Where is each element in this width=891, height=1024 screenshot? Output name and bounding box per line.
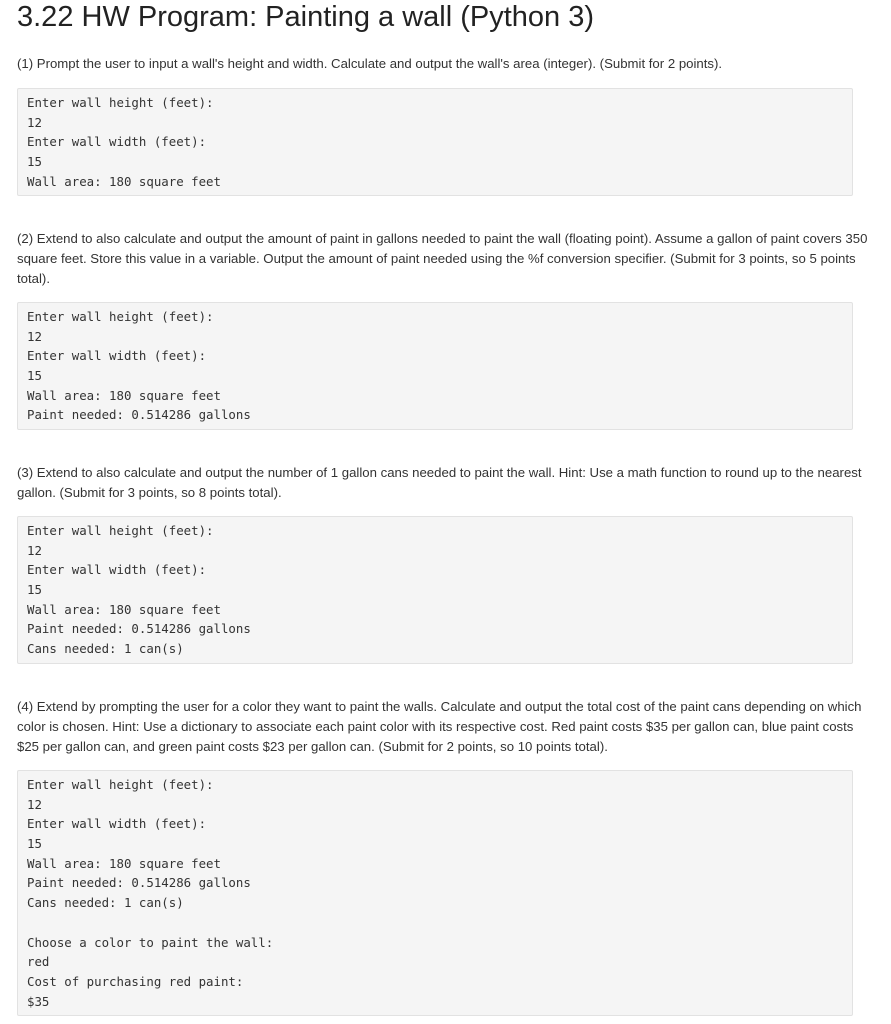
part-2-description: (2) Extend to also calculate and output the amount of paint in gallons needed to paint the wall (floating point). Assume a gallon of paint covers 350 square feet. Store this value in a variable. Output the amount of paint needed using the %f conversion specifier. (Submit for 3 points, so 5 points total). xyxy=(17,231,868,286)
code-line: Enter wall height (feet): xyxy=(27,95,214,110)
code-line: Cans needed: 1 can(s) xyxy=(27,641,184,657)
code-line: Cost of purchasing red paint: xyxy=(27,973,244,989)
code-line: 12 xyxy=(27,114,42,130)
code-line: Wall area: 180 square feet xyxy=(27,173,221,189)
part-2-sample-output xyxy=(17,302,853,430)
code-line: Enter wall height (feet): xyxy=(27,523,214,538)
code-line: 12 xyxy=(27,796,42,812)
page-title: 3.22 HW Program: Painting a wall (Python 3) xyxy=(17,1,595,33)
part-3-sample-output xyxy=(17,516,853,664)
code-line: $35 xyxy=(27,993,50,1009)
code-line: red xyxy=(27,954,50,970)
part-4-description: (4) Extend by prompting the user for a color they want to paint the walls. Calculate and output the total cost of the paint cans depending on which color is chosen. Hint: Use a dictionary to associate each paint color with its respective cost. Red paint costs $35 per gallon can, blue paint costs $25 per gallon can, and green paint costs $23 per gallon can. (Submit for 2 points, so 10 points total). xyxy=(17,699,862,754)
code-line: Enter wall width (feet): xyxy=(27,562,207,578)
code-line: Enter wall height (feet): xyxy=(27,777,214,792)
code-line: 15 xyxy=(27,154,42,170)
code-line: 12 xyxy=(27,542,42,558)
code-line: Wall area: 180 square feet xyxy=(27,387,221,403)
part-3-description: (3) Extend to also calculate and output the number of 1 gallon cans needed to paint the wall. Hint: Use a math function to round up to the nearest gallon. (Submit for 3 points, so 8 points total). xyxy=(17,465,862,500)
blank-line xyxy=(27,913,852,933)
code-line: Choose a color to paint the wall: xyxy=(27,934,274,950)
part-1-sample-output xyxy=(17,88,853,196)
code-line: 12 xyxy=(27,328,42,344)
code-line: 15 xyxy=(27,368,42,384)
code-line: Enter wall height (feet): xyxy=(27,309,214,324)
part-1-description: (1) Prompt the user to input a wall's height and width. Calculate and output the wall's area (integer). (Submit for 2 points). xyxy=(17,56,723,71)
code-line: Paint needed: 0.514286 gallons xyxy=(27,407,251,423)
code-line: Enter wall width (feet): xyxy=(27,134,207,150)
code-line: Enter wall width (feet): xyxy=(27,816,207,832)
code-line: Paint needed: 0.514286 gallons xyxy=(27,621,251,637)
part-4-sample-output xyxy=(17,770,853,1016)
code-line: Paint needed: 0.514286 gallons xyxy=(27,875,251,891)
code-line: 15 xyxy=(27,836,42,852)
code-line: Wall area: 180 square feet xyxy=(27,855,221,871)
code-line: Enter wall width (feet): xyxy=(27,348,207,364)
code-line: Wall area: 180 square feet xyxy=(27,601,221,617)
code-line: Cans needed: 1 can(s) xyxy=(27,895,184,911)
code-line: 15 xyxy=(27,582,42,598)
